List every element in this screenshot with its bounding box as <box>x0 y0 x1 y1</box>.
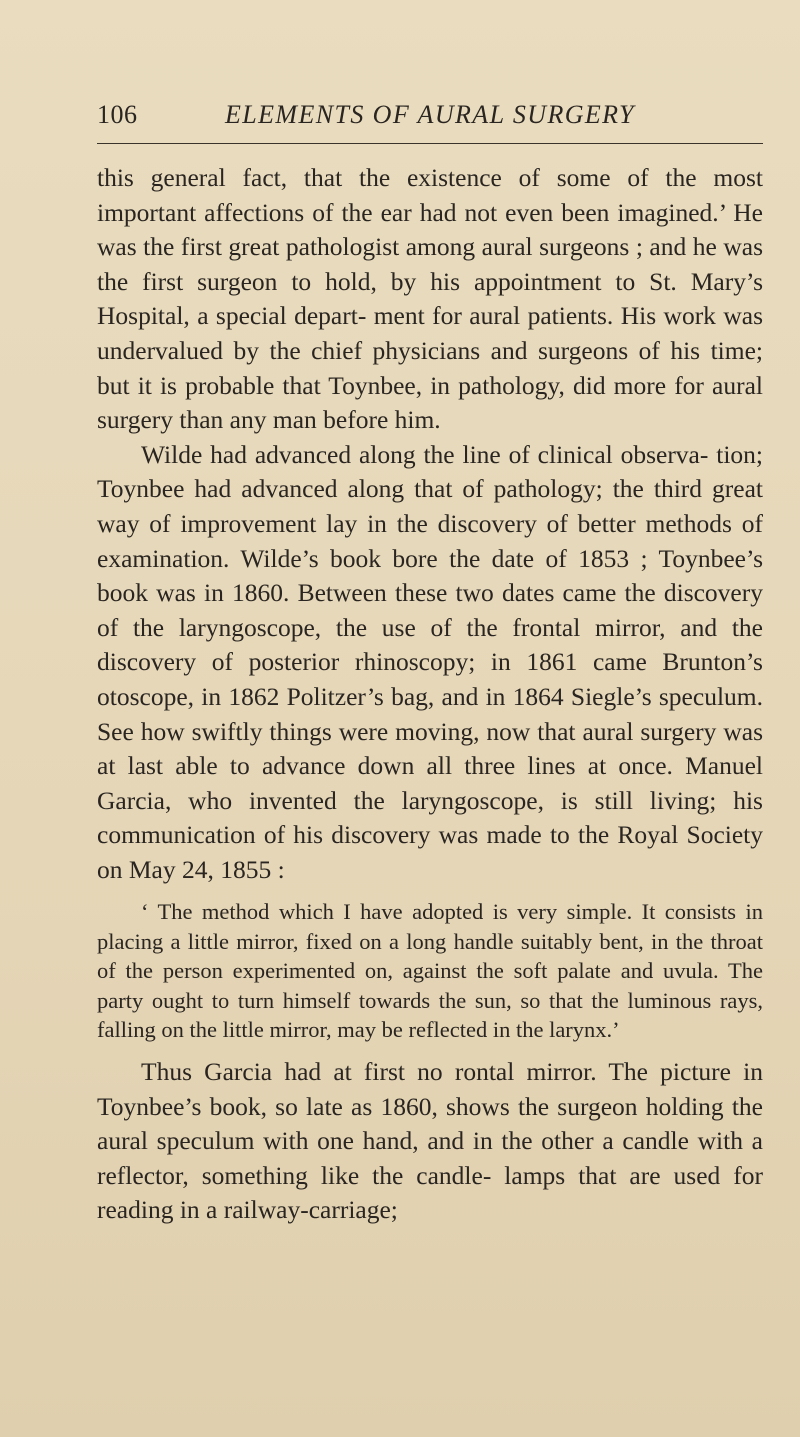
paragraph-garcia-mirror: Thus Garcia had at first no rontal mirror. The picture in Toynbee’s book, so late as 1860, shows the surgeon holding the aural speculum with one hand, and in the other a candle with a reflector, something like the candle- lamps that are used for reading in a railway-carriage; <box>97 1056 763 1225</box>
running-head: ELEMENTS OF AURAL SURGERY <box>225 100 635 129</box>
header-rule <box>97 143 763 144</box>
body-text <box>97 161 763 1228</box>
paragraph-wilde-toynbee: Wilde had advanced along the line of clinical observa- tion; Toynbee had advanced along that of pathology; the third great way of improvement lay in the discovery of better methods of examination. Wilde’s book bore the date of 1853 ; Toynbee’s book was in 1860. Between these two dates came the discovery of the laryngoscope, the use of the frontal mirror, and the discovery of posterior rhinoscopy; in 1861 came Brunton’s otoscope, in 1862 Politzer’s bag, and in 1864 Siegle’s speculum. See how swiftly things were moving, now that aural surgery was at last able to advance down all three lines at once. Manuel Garcia, who invented the laryngoscope, is still living; his communication of his discovery was made to the Royal Society on May 24, 1855 : <box>97 439 763 884</box>
page-number: 106 <box>97 100 138 129</box>
garcia-quotation: ‘ The method which I have adopted is very simple. It consists in placing a little mirror, fixed on a long handle suitably bent, in the throat of the person experimented on, against the soft palate and uvula. The party ought to turn himself towards the sun, so that the luminous rays, falling on the little mirror, may be reflected in the larynx.’ <box>97 899 763 1043</box>
paragraph-continued: this general fact, that the existence of some of the most important affections of the ear had not even been imagined.’ He was the first great pathologist among aural surgeons ; and he was the first surgeon to hold, by his appointment to St. Mary’s Hospital, a special depart- ment for aural patients. His work was undervalued by the chief physicians and surgeons of his time; but it is probable that Toynbee, in pathology, did more for aural surgery than any man before him. <box>97 163 763 435</box>
page-header <box>97 100 763 134</box>
